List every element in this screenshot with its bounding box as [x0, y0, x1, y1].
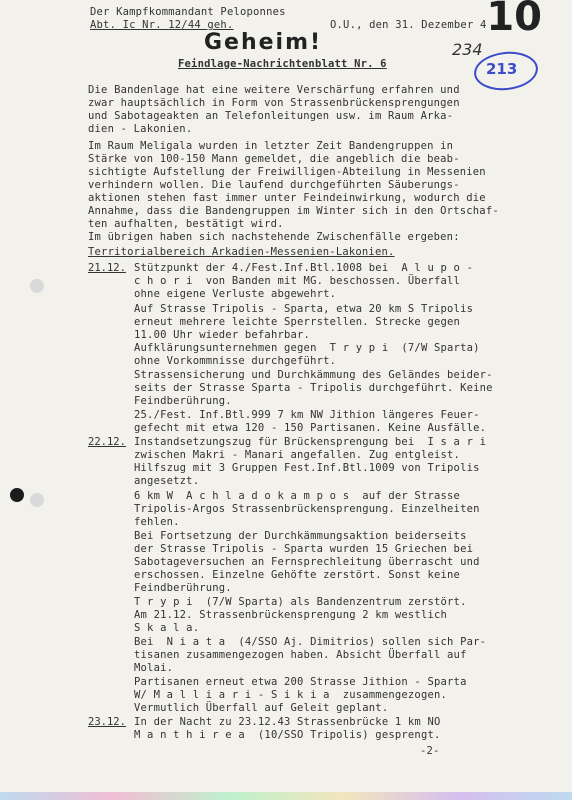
page-stamp-number: 10 — [486, 0, 542, 40]
punch-hole — [30, 493, 44, 507]
entry-text: Auf Strasse Tripolis - Sparta, etwa 20 km S Tripolis erneut mehrere leichte Sperrstellen. Strecke gegen 11.00 Uhr wieder befahrbar. — [134, 303, 474, 341]
handwritten-number: 234 — [452, 40, 483, 59]
punch-hole — [30, 279, 44, 293]
page-number: -2- — [420, 745, 440, 757]
entry-text: Strassensicherung und Durchkämmung des Geländes beider- seits der Strasse Sparta - Tripolis durchgeführt. Keine Feindberührung. — [134, 369, 493, 407]
punch-hole — [10, 488, 24, 502]
paragraph: Im Raum Meligala wurden in letzter Zeit Bandengruppen in Stärke von 100-150 Mann gemeldet, die angeblich die beab- sichtigte Aufstellung der Freiwilligen-Abteilung in Messenien verhindern wollen. Die laufend durchgeführten Säuberungs- aktionen stehen fast immer unter Feindeinwirkung, wodurch die Annahme, dass die Bandengruppen im Winter sich in den Ortschaf- ten aufhalten, bestätigt wird. — [88, 140, 499, 230]
section-heading: Territorialbereich Arkadien-Messenien-Lakonien. — [88, 246, 395, 258]
blue-oval-number: 213 — [486, 60, 518, 78]
entry-text: T r y p i (7/W Sparta) als Bandenzentrum zerstört. — [134, 596, 467, 608]
entry-text: 6 km W A c h l a d o k a m p o s auf der Strasse Tripolis-Argos Strassenbrückensprengung. Einzelheiten fehlen. — [134, 490, 480, 528]
paragraph: Im übrigen haben sich nachstehende Zwischenfälle ergeben: — [88, 231, 460, 243]
bulletin-subtitle: Feindlage-Nachrichtenblatt Nr. 6 — [178, 58, 387, 70]
header-reference: Abt. Ic Nr. 12/44 geh. — [90, 19, 234, 31]
entry-text: 25./Fest. Inf.Btl.999 7 km NW Jithion längeres Feuer- gefecht mit etwa 120 - 150 Partisanen. Keine Ausfälle. — [134, 409, 487, 434]
entry-text: Aufklärungsunternehmen gegen T r y p i (7/W Sparta) ohne Vorkommnisse durchgeführt. — [134, 342, 480, 367]
entry-date: 22.12. — [88, 436, 126, 448]
entry-text: Stützpunkt der 4./Fest.Inf.Btl.1008 bei A l u p o - c h o r i von Banden mit MG. beschossen. Überfall ohne eigene Verluste abgewehrt. — [134, 262, 474, 300]
entry-text: Bei Fortsetzung der Durchkämmungsaktion beiderseits der Strasse Tripolis - Sparta wurden 15 Griechen bei Sabotageversuchen an Fernsprechleitung überrascht und erschossen. Einzelne Gehöfte zerstört. Sonst keine Feindberührung. — [134, 530, 480, 594]
entry-text: In der Nacht zu 23.12.43 Strassenbrücke 1 km NO M a n t h i r e a (10/SSO Tripolis) gesprengt. — [134, 716, 441, 741]
scan-edge-artifact — [0, 792, 572, 800]
header-place-date: O.U., den 31. Dezember 4 — [330, 19, 487, 31]
entry-text: Bei N i a t a (4/SSO Aj. Dimitrios) sollen sich Par- tisanen zusammengezogen haben. Absicht Überfall auf Molai. — [134, 636, 487, 674]
secret-title: Geheim! — [204, 30, 323, 55]
entry-text: Instandsetzungszug für Brückensprengung bei I s a r i zwischen Makri - Manari angefallen. Zug entgleist. Hilfszug mit 3 Gruppen Fest.Inf.Btl.1009 von Tripolis angesetzt. — [134, 436, 487, 487]
entry-date: 23.12. — [88, 716, 126, 728]
header-unit: Der Kampfkommandant Peloponnes — [90, 6, 286, 18]
paragraph: Die Bandenlage hat eine weitere Verschärfung erfahren und zwar hauptsächlich in Form von Strassenbrückensprengungen und Sabotageakten an Telefonleitungen usw. im Raum Arka- dien - Lakonien. — [88, 84, 460, 135]
entry-text: Am 21.12. Strassenbrückensprengung 2 km westlich S k a l a. — [134, 609, 448, 634]
entry-text: Partisanen erneut etwa 200 Strasse Jithion - Sparta W/ M a l l i a r i - S i k i a zusammengezogen. Vermutlich Überfall auf Geleit geplant. — [134, 676, 467, 714]
entry-date: 21.12. — [88, 262, 126, 274]
